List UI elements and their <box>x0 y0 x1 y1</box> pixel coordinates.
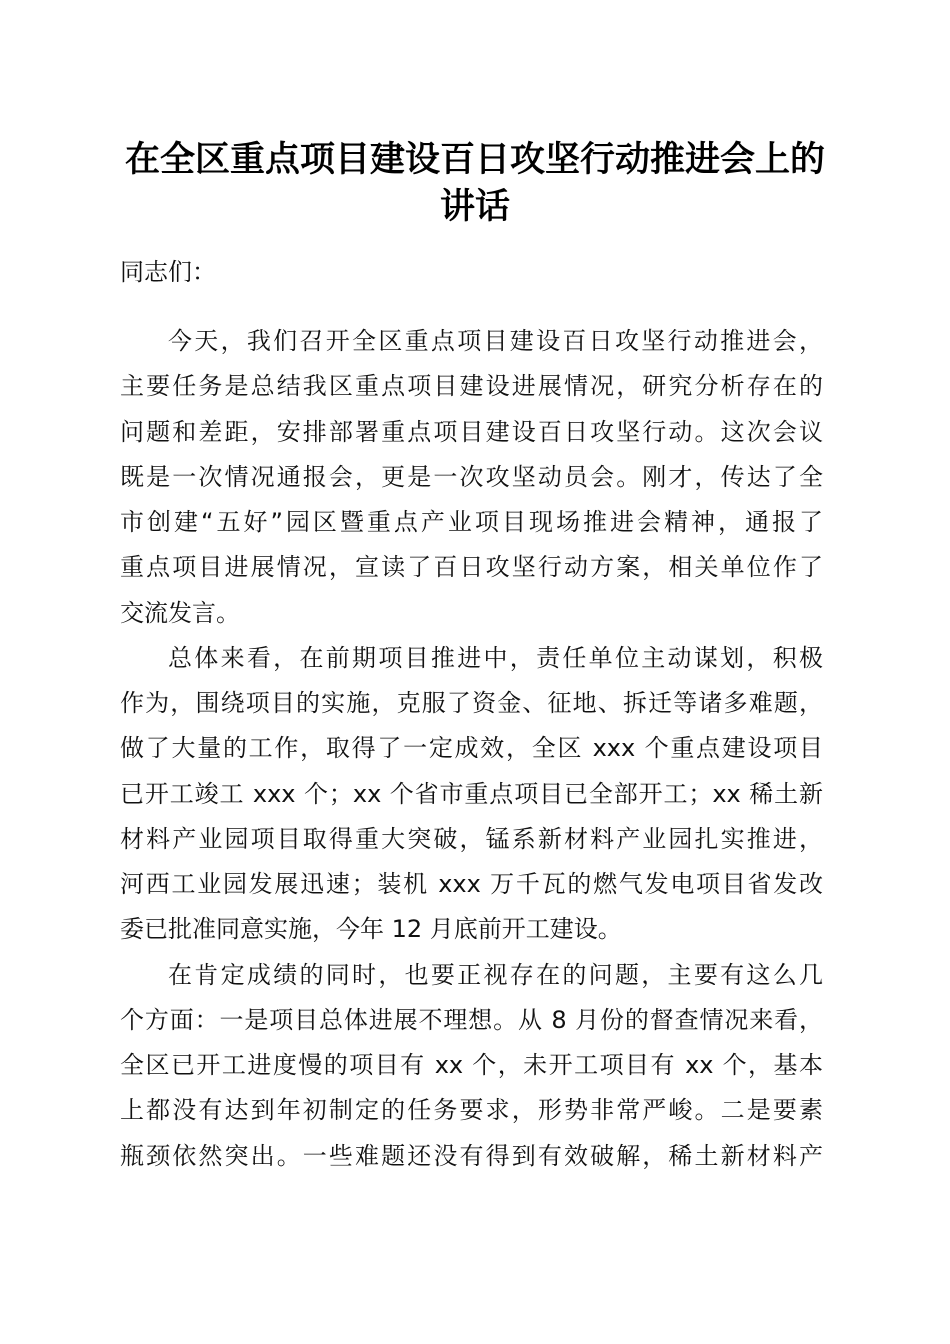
paragraph-line: 市创建“五好”园区暨重点产业项目现场推进会精神，通报了 <box>120 508 823 536</box>
title-line-1: 在全区重点项目建设百日攻坚行动推进会上的 <box>124 139 825 180</box>
paragraph-line: 材料产业园项目取得重大突破，锰系新材料产业园扎实推进， <box>120 825 823 853</box>
paragraph-line: 作为，围绕项目的实施，克服了资金、征地、拆迁等诸多难题， <box>120 689 823 717</box>
paragraph-line: 瓶颈依然突出。一些难题还没有得到有效破解，稀土新材料产 <box>120 1142 823 1170</box>
paragraph-line: 主要任务是总结我区重点项目建设进展情况，研究分析存在的 <box>120 372 823 400</box>
paragraph-line: 总体来看，在前期项目推进中，责任单位主动谋划，积极 <box>168 644 823 672</box>
title-line-2: 讲话 <box>439 186 510 227</box>
paragraph-line: 上都没有达到年初制定的任务要求，形势非常严峻。二是要素 <box>120 1096 823 1124</box>
paragraph-line: 个方面：一是项目总体进展不理想。从 8 月份的督查情况来看， <box>120 1006 823 1034</box>
paragraph-line: 问题和差距，安排部署重点项目建设百日攻坚行动。这次会议 <box>120 418 823 446</box>
document-title <box>100 136 850 230</box>
paragraph-line: 做了大量的工作，取得了一定成效，全区 xxx 个重点建设项目 <box>120 734 823 762</box>
paragraph-line: 全区已开工进度慢的项目有 xx 个，未开工项目有 xx 个，基本 <box>120 1051 823 1079</box>
paragraph-line: 在肯定成绩的同时，也要正视存在的问题，主要有这么几 <box>168 961 823 989</box>
paragraph-line: 河西工业园发展迅速；装机 xxx 万千瓦的燃气发电项目省发改 <box>120 870 823 898</box>
paragraph-line: 交流发言。 <box>120 599 240 627</box>
salutation: 同志们： <box>120 258 216 286</box>
paragraph-line: 委已批准同意实施，今年 12 月底前开工建设。 <box>120 915 622 943</box>
paragraph-line: 已开工竣工 xxx 个；xx 个省市重点项目已全部开工；xx 稀土新 <box>120 780 823 808</box>
paragraph-line: 今天，我们召开全区重点项目建设百日攻坚行动推进会， <box>168 327 823 355</box>
paragraph-line: 既是一次情况通报会，更是一次攻坚动员会。刚才，传达了全 <box>120 463 823 491</box>
paragraph-line: 重点项目进展情况，宣读了百日攻坚行动方案，相关单位作了 <box>120 553 823 581</box>
